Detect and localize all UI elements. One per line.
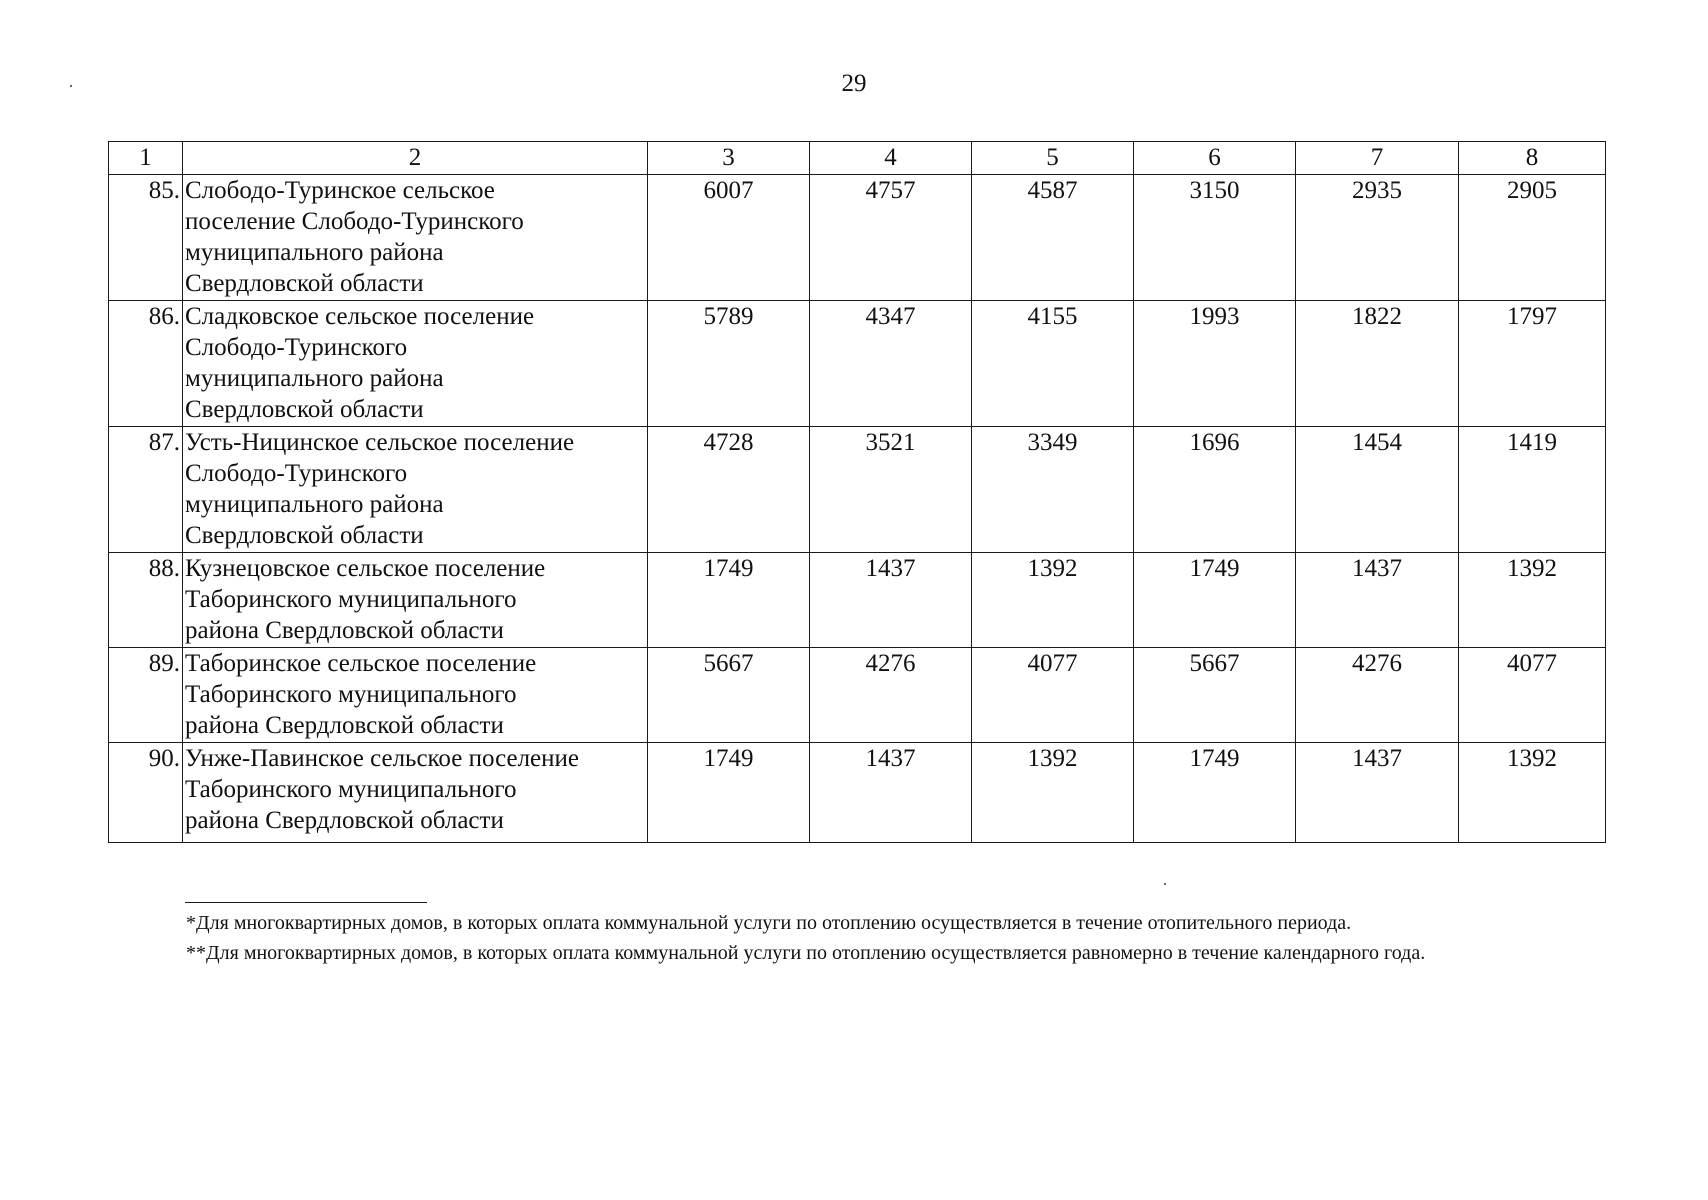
settlement-name (183, 553, 648, 648)
name-line: Слободо-Туринское сельское (185, 177, 495, 204)
table-cell: 1993 (1134, 301, 1296, 427)
table-cell: 4728 (648, 427, 810, 553)
table-row (109, 175, 1606, 301)
table-cell: 1392 (1459, 553, 1606, 648)
scan-speck (1164, 883, 1166, 885)
row-number: 89. (109, 648, 183, 743)
footnote: *Для многоквартирных домов, в которых оплата коммунальной услуги по отоплению осуществляется в течение отопительного периода. (186, 912, 1352, 934)
name-line: Слободо-Туринского (185, 460, 408, 487)
table-cell: 4155 (972, 301, 1134, 427)
name-line: района Свердловской области (185, 807, 504, 834)
table-cell: 5667 (1134, 648, 1296, 743)
table-cell: 4077 (972, 648, 1134, 743)
table-cell: 4077 (1459, 648, 1606, 743)
table-cell: 5789 (648, 301, 810, 427)
table-cell: 4276 (1296, 648, 1459, 743)
name-line: поселение Слободо-Туринского (185, 208, 524, 235)
table-cell: 1822 (1296, 301, 1459, 427)
scan-speck (70, 85, 72, 87)
header-row (109, 142, 1606, 175)
column-header: 1 (109, 142, 183, 175)
name-line: Свердловской области (185, 522, 424, 549)
table-cell: 1749 (648, 553, 810, 648)
table-cell: 1749 (1134, 743, 1296, 843)
row-number: 88. (109, 553, 183, 648)
column-header: 2 (183, 142, 648, 175)
table-cell: 4757 (810, 175, 972, 301)
name-line: Таборинского муниципального (185, 681, 517, 708)
table-cell: 1392 (972, 743, 1134, 843)
name-line: Кузнецовское сельское поселение (185, 555, 546, 582)
row-number: 86. (109, 301, 183, 427)
name-line: Усть-Ницинское сельское поселение (185, 429, 575, 456)
column-header: 7 (1296, 142, 1459, 175)
table-cell: 1749 (1134, 553, 1296, 648)
name-line: Таборинского муниципального (185, 586, 517, 613)
data-table (108, 141, 1606, 843)
column-header: 5 (972, 142, 1134, 175)
table-cell: 1437 (810, 553, 972, 648)
table-cell: 1437 (1296, 553, 1459, 648)
table-cell: 1437 (1296, 743, 1459, 843)
column-header: 8 (1459, 142, 1606, 175)
table-cell: 3150 (1134, 175, 1296, 301)
name-line: Таборинское сельское поселение (185, 650, 537, 677)
table-cell: 1392 (1459, 743, 1606, 843)
table-cell: 3521 (810, 427, 972, 553)
table-row (109, 427, 1606, 553)
name-line: Таборинского муниципального (185, 776, 517, 803)
table-row (109, 301, 1606, 427)
settlement-name (183, 427, 648, 553)
name-line: муниципального района (185, 239, 444, 266)
settlement-name (183, 648, 648, 743)
table-row (109, 648, 1606, 743)
name-line: района Свердловской области (185, 617, 504, 644)
footnote: **Для многоквартирных домов, в которых оплата коммунальной услуги по отоплению осуществляется равномерно в течение календарного года. (186, 942, 1426, 964)
table-cell: 4347 (810, 301, 972, 427)
footnotes (110, 908, 1603, 968)
name-line: района Свердловской области (185, 712, 504, 739)
table-cell: 4276 (810, 648, 972, 743)
name-line: муниципального района (185, 491, 444, 518)
table-cell: 1797 (1459, 301, 1606, 427)
table-row (109, 553, 1606, 648)
column-header: 3 (648, 142, 810, 175)
table-cell: 5667 (648, 648, 810, 743)
name-line: Сладковское сельское поселение (185, 303, 535, 330)
table-cell: 1392 (972, 553, 1134, 648)
name-line: Свердловской области (185, 270, 424, 297)
table-cell: 1749 (648, 743, 810, 843)
table-cell: 2935 (1296, 175, 1459, 301)
page-number: 29 (841, 70, 867, 97)
table-cell: 2905 (1459, 175, 1606, 301)
table-cell: 6007 (648, 175, 810, 301)
settlement-name (183, 301, 648, 427)
table-cell: 1454 (1296, 427, 1459, 553)
table-cell: 4587 (972, 175, 1134, 301)
table-cell: 3349 (972, 427, 1134, 553)
row-number: 87. (109, 427, 183, 553)
row-number: 90. (109, 743, 183, 843)
name-line: Свердловской области (185, 396, 424, 423)
table-cell: 1419 (1459, 427, 1606, 553)
name-line: Унже-Павинское сельское поселение (185, 745, 580, 772)
table-row (109, 743, 1606, 843)
table-cell: 1437 (810, 743, 972, 843)
footnote-divider (185, 902, 427, 903)
column-header: 6 (1134, 142, 1296, 175)
name-line: Слободо-Туринского (185, 334, 408, 361)
column-header: 4 (810, 142, 972, 175)
row-number: 85. (109, 175, 183, 301)
settlement-name (183, 743, 648, 843)
settlement-name (183, 175, 648, 301)
table-cell: 1696 (1134, 427, 1296, 553)
name-line: муниципального района (185, 365, 444, 392)
